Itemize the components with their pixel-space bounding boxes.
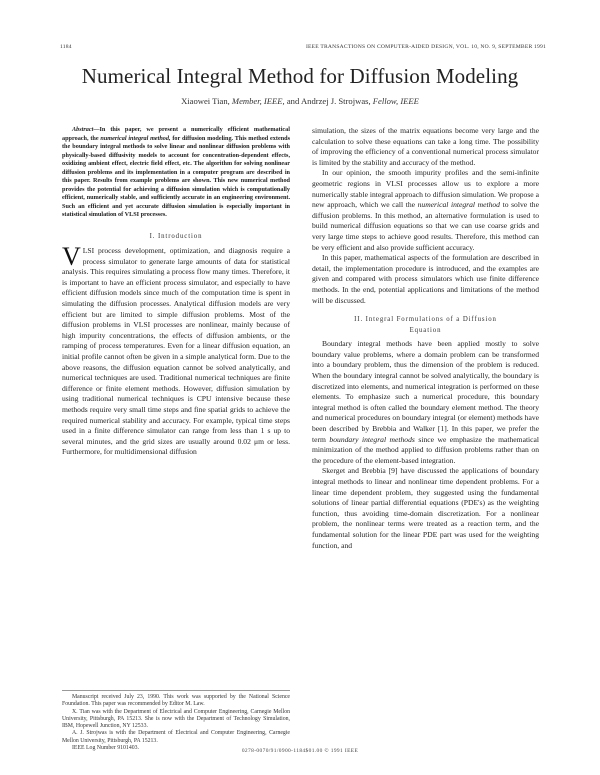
abstract-text-2: for diffusion modeling. This method extends the boundary integral methods to solve linear and nonlinear diffusion problems with physically-based diffusivity models to account for concentration-dependent effects, oxidizing ambient effect, electric field effect, etc. The algorithm for solving nonlinear diffusion problems and its implementation in a computer program are described in this paper. Results from example problems are shown. This new numerical method provides the potential for achieving a diffusion simulation which is computationally efficient, numerically stable, and sufficiently accurate in an engineering environment. Such an efficient and yet accurate diffusion simulation is especially important in statistical simulation of VLSI processes.: [62, 134, 290, 218]
right-paragraph-1: simulation, the sizes of the matrix equations become very large and the calculation to solve these equations can take a long time. The possibility of improving the efficiency of a conventional numerical process simulator is limited by the stability and accuracy of the method.: [312, 126, 539, 167]
section-2-heading-line-1: II. Integral Formulations of a Diffusion: [354, 316, 497, 324]
author-2-grade: Fellow, IEEE: [372, 96, 419, 106]
right-paragraph-4-b: since we emphasize the mathematical minimization of the method applied to diffusion problems rather than on the procedure of the element-based integration.: [312, 434, 540, 465]
journal-name: IEEE TRANSACTIONS ON COMPUTER-AIDED DESIGN, VOL. 10, NO. 9, SEPTEMBER 1991: [305, 44, 546, 50]
right-column: [312, 126, 539, 551]
page-number: 1184: [60, 44, 72, 50]
footnote-author-1: X. Tian was with the Department of Electrical and Computer Engineering, Carnegie Mellon University, Pittsburgh, PA 15213. She is now with the Department of Technology Simulation, IBM, Hopewell Junction, NY 12533.: [62, 708, 290, 730]
abstract-label: Abstract: [72, 126, 94, 133]
author-connector: and: [286, 96, 300, 106]
footnote-received: Manuscript received July 23, 1990. This work was supported by the National Science Foundation. This paper was recommended by Editor M. Law.: [62, 694, 290, 708]
right-paragraph-4: [312, 339, 539, 466]
intro-paragraph: [62, 242, 290, 458]
intro-text: LSI process development, optimization, and diagnosis require a process simulator to generate large amounts of data for statistical analysis. This requires simulating a process flow many times. Therefore, it is important to have an efficient process simulator, and especially to have efficient diffusion models since much of the computation time is spent in simulating the diffusion processes. Analytical diffusion models are very efficient but are limited to simple diffusion problems. Most of the diffusion problems in VLSI processes are nonlinear, mainly because of high impurity concentrations, the effects of diffusion ambients, or the ramping of process temperatures. Even for a linear diffusion equation, an initial profile cannot often be given in a simple analytical form. Due to the above reasons, the diffusion equation cannot be solved analytically, and numerical techniques are used. Traditional numerical techniques are finite difference or finite element methods. However, diffusion simulation by using traditional numerical techniques is CPU intensive because these methods require very small time steps and fine spatial grids to achieve the required numerical stability and accuracy. For example, typical time steps used in a finite difference simulator can range from less than 1 s up to several minutes, and the grid sizes are usually around 0.02 μm or less. Furthermore, for multidimensional diffusion: [62, 246, 290, 457]
right-paragraph-2: [312, 168, 539, 253]
author-line: [0, 96, 600, 106]
copyright-code: 0278-0070/91/0900-1184$01.00 © 1991 IEEE: [241, 748, 359, 754]
right-paragraph-4-a: Boundary integral methods have been applied mostly to solve boundary value problems, where a domain problem can be transformed into a boundary problem, thus the dimension of the problem is reduced. When the boundary integral cannot be solved analytically, the boundary is discretized into elements, and numerical integration is performed on these elements. To emphasize such a numerical procedure, this boundary integral method is often called the boundary element method. The theory and numerical procedures on boundary integral (or element) methods have been described by Brebbia and Walker [1]. In this paper, we prefer the term: [312, 339, 539, 444]
section-2-heading-line-2: Equation: [409, 326, 442, 334]
author-1-grade: Member, IEEE,: [231, 96, 285, 106]
drop-cap: V: [62, 242, 81, 272]
paper-title: Numerical Integral Method for Diffusion Modeling: [81, 64, 519, 88]
abstract-text-1: —In this paper, we present a numerically efficient mathematical approach, the: [62, 126, 290, 142]
right-paragraph-2-b: to solve the diffusion problems. In this method, an alternative formulation is used to build numerical diffusion equations so that we can use coarse grids and very large time steps to achieve good results. Therefore, this method can be very efficient and also provide sufficient accuracy.: [312, 200, 539, 252]
footnote-author-2: A. J. Strojwas is with the Department of Electrical and Computer Engineering, Carnegie Mellon University, Pittsburgh, PA 15213.: [62, 730, 290, 744]
right-paragraph-3: In this paper, mathematical aspects of the formulation are described in detail, the implementation procedure is introduced, and the examples are given and compared with process simulators which use finite difference methods. In the end, potential applications and limitations of the method will be discussed.: [312, 253, 539, 305]
boundary-methods-term: boundary integral methods: [329, 434, 415, 444]
author-1-name: Xiaowei Tian,: [181, 96, 230, 106]
author-2-name: Andrzej J. Strojwas,: [300, 96, 371, 106]
abstract-term: numerical integral method,: [100, 134, 171, 142]
section-1-heading: I. Introduction: [149, 232, 203, 240]
right-paragraph-5: Skerget and Brebbia [9] have discussed the applications of boundary integral methods to linear and nonlinear time dependent problems. For a linear time dependent problem, they suggested using the fundamental solutions of linear partial differential equations (PDE's) as the weighting function, thus avoiding time-domain discretization. For a nonlinear problem, the nonlinear terms were treated as a reaction term, and the fundamental solution for the linear PDE part was used for the weighting function, and: [312, 466, 539, 550]
right-paragraph-2-a: In our opinion, the smooth impurity profiles and the semi-infinite geometric regions in VLSI processes allow us to explore a more numerically stable integral approach to diffusion simulation. We propose a new approach, which we call the: [312, 168, 539, 210]
method-name-term: numerical integral method: [417, 200, 500, 210]
left-column: [62, 126, 290, 458]
footnote-log-number: IEEE Log Number 9101403.: [72, 745, 139, 752]
footnotes: [62, 690, 290, 752]
abstract: [62, 126, 290, 220]
